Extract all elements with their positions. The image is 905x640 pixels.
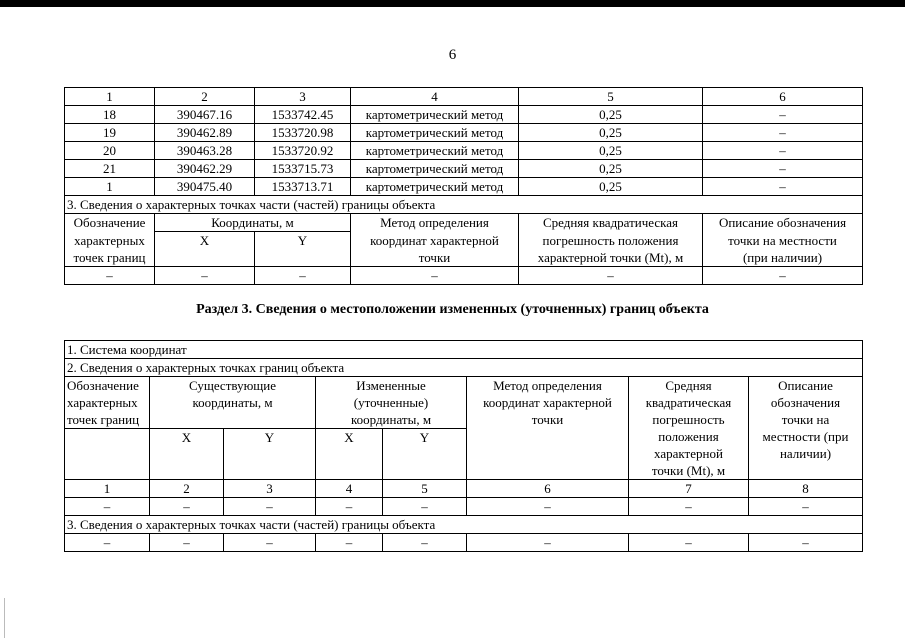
designation-header-line: характерных bbox=[67, 395, 138, 410]
changed-boundaries-table bbox=[64, 340, 863, 552]
description-header-line: местности (при bbox=[762, 429, 849, 444]
col-number: 2 bbox=[155, 88, 255, 106]
coords-header: Координаты, м bbox=[155, 214, 351, 232]
accuracy-header-line: характерной точки (Mt), м bbox=[519, 249, 703, 267]
method-header-line: точки bbox=[531, 412, 564, 427]
col-number: 4 bbox=[351, 88, 519, 106]
col-number: 1 bbox=[65, 480, 150, 498]
existing-coords-header-line: координаты, м bbox=[192, 395, 273, 410]
existing-coords-header bbox=[150, 377, 316, 429]
description-header-line: обозначения bbox=[770, 395, 841, 410]
point-number: 21 bbox=[65, 160, 155, 178]
dash-cell: – bbox=[383, 534, 467, 552]
table-row bbox=[65, 534, 863, 552]
col-number: 5 bbox=[519, 88, 703, 106]
dash-cell: – bbox=[155, 266, 255, 284]
col-number: 6 bbox=[467, 480, 629, 498]
designation-header-line: Обозначение bbox=[65, 214, 155, 232]
dash-cell: – bbox=[150, 498, 224, 516]
method-header-line: точки bbox=[351, 249, 519, 267]
accuracy: 0,25 bbox=[519, 106, 703, 124]
method: картометрический метод bbox=[351, 178, 519, 196]
dash-cell: – bbox=[255, 266, 351, 284]
dash-cell: – bbox=[467, 498, 629, 516]
dash-cell: – bbox=[519, 266, 703, 284]
table-row bbox=[65, 498, 863, 516]
dash-cell: – bbox=[629, 498, 749, 516]
col-number: 7 bbox=[629, 480, 749, 498]
dash-cell: – bbox=[316, 534, 383, 552]
dash-cell: – bbox=[629, 534, 749, 552]
scan-edge-mark bbox=[4, 598, 5, 638]
coord-x: 390462.29 bbox=[155, 160, 255, 178]
existing-coords-header-line: Существующие bbox=[188, 378, 277, 393]
coord-x: 390462.89 bbox=[155, 124, 255, 142]
description-header-line: наличии) bbox=[779, 446, 832, 461]
method: картометрический метод bbox=[351, 124, 519, 142]
description: – bbox=[703, 124, 863, 142]
designation-header-line: Обозначение bbox=[67, 378, 139, 393]
description-header-line: (при наличии) bbox=[703, 249, 863, 267]
page-number: 6 bbox=[448, 47, 457, 63]
accuracy-header bbox=[629, 377, 749, 480]
header-row bbox=[65, 214, 863, 232]
method-header-line: координат характерной bbox=[351, 232, 519, 249]
method-header-line: Метод определения bbox=[351, 214, 519, 232]
description: – bbox=[703, 160, 863, 178]
description-header-line: Описание обозначения bbox=[703, 214, 863, 232]
point-number: 19 bbox=[65, 124, 155, 142]
accuracy: 0,25 bbox=[519, 160, 703, 178]
accuracy-header-line: Средняя bbox=[665, 378, 712, 393]
table-row bbox=[65, 160, 863, 178]
description-header-line: Описание bbox=[778, 378, 833, 393]
y-header: Y bbox=[255, 232, 351, 267]
accuracy: 0,25 bbox=[519, 178, 703, 196]
dash-cell: – bbox=[150, 534, 224, 552]
coord-y: 1533720.92 bbox=[255, 142, 351, 160]
accuracy-header-line: погрешность положения bbox=[519, 232, 703, 249]
section-3-heading: Раздел 3. Сведения о местоположении измененных (уточненных) границ объекта bbox=[196, 302, 709, 317]
coord-x: 390467.16 bbox=[155, 106, 255, 124]
description-header-line: точки на местности bbox=[703, 232, 863, 249]
designation-header-line: точек границ bbox=[67, 412, 140, 427]
col-number: 4 bbox=[316, 480, 383, 498]
dash-cell: – bbox=[383, 498, 467, 516]
header-row bbox=[65, 232, 863, 249]
col-number: 6 bbox=[703, 88, 863, 106]
column-number-row bbox=[65, 480, 863, 498]
col-number: 3 bbox=[224, 480, 316, 498]
col-number: 3 bbox=[255, 88, 351, 106]
method-header bbox=[467, 377, 629, 480]
changed-x-header: X bbox=[316, 429, 383, 480]
description: – bbox=[703, 178, 863, 196]
column-number-row bbox=[65, 88, 863, 106]
page-top-rule bbox=[0, 0, 905, 7]
dash-cell: – bbox=[316, 498, 383, 516]
method-header-line: Метод определения bbox=[493, 378, 602, 393]
col-number: 2 bbox=[150, 480, 224, 498]
section-title-row bbox=[65, 359, 863, 377]
accuracy-header-line: точки (Mt), м bbox=[651, 463, 726, 478]
changed-coords-header-line: координаты, м bbox=[350, 412, 432, 427]
coord-y: 1533720.98 bbox=[255, 124, 351, 142]
col-number: 5 bbox=[383, 480, 467, 498]
section-title-row bbox=[65, 516, 863, 534]
accuracy-header-line: погрешность bbox=[652, 412, 725, 427]
description-header-line: точки на bbox=[781, 412, 830, 427]
changed-coords-header-line: Измененные bbox=[356, 378, 426, 393]
table-row bbox=[65, 266, 863, 284]
dash-cell: – bbox=[65, 498, 150, 516]
existing-x-header: X bbox=[150, 429, 224, 480]
coord-x: 390463.28 bbox=[155, 142, 255, 160]
points-continuation-table bbox=[64, 87, 863, 285]
table-row bbox=[65, 142, 863, 160]
description-header bbox=[749, 377, 863, 480]
dash-cell: – bbox=[65, 266, 155, 284]
table-row bbox=[65, 178, 863, 196]
point-number: 20 bbox=[65, 142, 155, 160]
designation-header-line: характерных bbox=[65, 232, 155, 249]
accuracy: 0,25 bbox=[519, 124, 703, 142]
changed-y-header: Y bbox=[383, 429, 467, 480]
table-row bbox=[65, 106, 863, 124]
accuracy-header-line: характерной bbox=[654, 446, 723, 461]
designation-header-blank bbox=[65, 429, 150, 480]
col-number: 1 bbox=[65, 88, 155, 106]
point-number: 18 bbox=[65, 106, 155, 124]
col-number: 8 bbox=[749, 480, 863, 498]
dash-cell: – bbox=[703, 266, 863, 284]
changed-coords-header-line: (уточненные) bbox=[353, 395, 429, 410]
dash-cell: – bbox=[749, 534, 863, 552]
accuracy: 0,25 bbox=[519, 142, 703, 160]
designation-header bbox=[65, 377, 150, 429]
method: картометрический метод bbox=[351, 160, 519, 178]
part-points-section-title: 3. Сведения о характерных точках части (частей) границы объекта bbox=[65, 196, 863, 214]
dash-cell: – bbox=[749, 498, 863, 516]
table-row bbox=[65, 124, 863, 142]
header-row bbox=[65, 377, 863, 429]
part-points-section-title: 3. Сведения о характерных точках части (частей) границы объекта bbox=[65, 516, 863, 534]
accuracy-header-line: квадратическая bbox=[645, 395, 732, 410]
coord-x: 390475.40 bbox=[155, 178, 255, 196]
section-title-row bbox=[65, 341, 863, 359]
method: картометрический метод bbox=[351, 142, 519, 160]
description: – bbox=[703, 142, 863, 160]
dash-cell: – bbox=[224, 534, 316, 552]
method: картометрический метод bbox=[351, 106, 519, 124]
x-header: X bbox=[155, 232, 255, 267]
coord-y: 1533713.71 bbox=[255, 178, 351, 196]
boundary-points-title: 2. Сведения о характерных точках границ объекта bbox=[65, 359, 863, 377]
section-title-row bbox=[65, 196, 863, 214]
dash-cell: – bbox=[351, 266, 519, 284]
point-number: 1 bbox=[65, 178, 155, 196]
coord-system-title: 1. Система координат bbox=[65, 341, 863, 359]
existing-y-header: Y bbox=[224, 429, 316, 480]
accuracy-header-line: Средняя квадратическая bbox=[519, 214, 703, 232]
method-header-line: координат характерной bbox=[483, 395, 612, 410]
dash-cell: – bbox=[467, 534, 629, 552]
accuracy-header-line: положения bbox=[658, 429, 719, 444]
dash-cell: – bbox=[224, 498, 316, 516]
coord-y: 1533742.45 bbox=[255, 106, 351, 124]
dash-cell: – bbox=[65, 534, 150, 552]
designation-header-line: точек границ bbox=[65, 249, 155, 267]
description: – bbox=[703, 106, 863, 124]
changed-coords-header bbox=[316, 377, 467, 429]
coord-y: 1533715.73 bbox=[255, 160, 351, 178]
